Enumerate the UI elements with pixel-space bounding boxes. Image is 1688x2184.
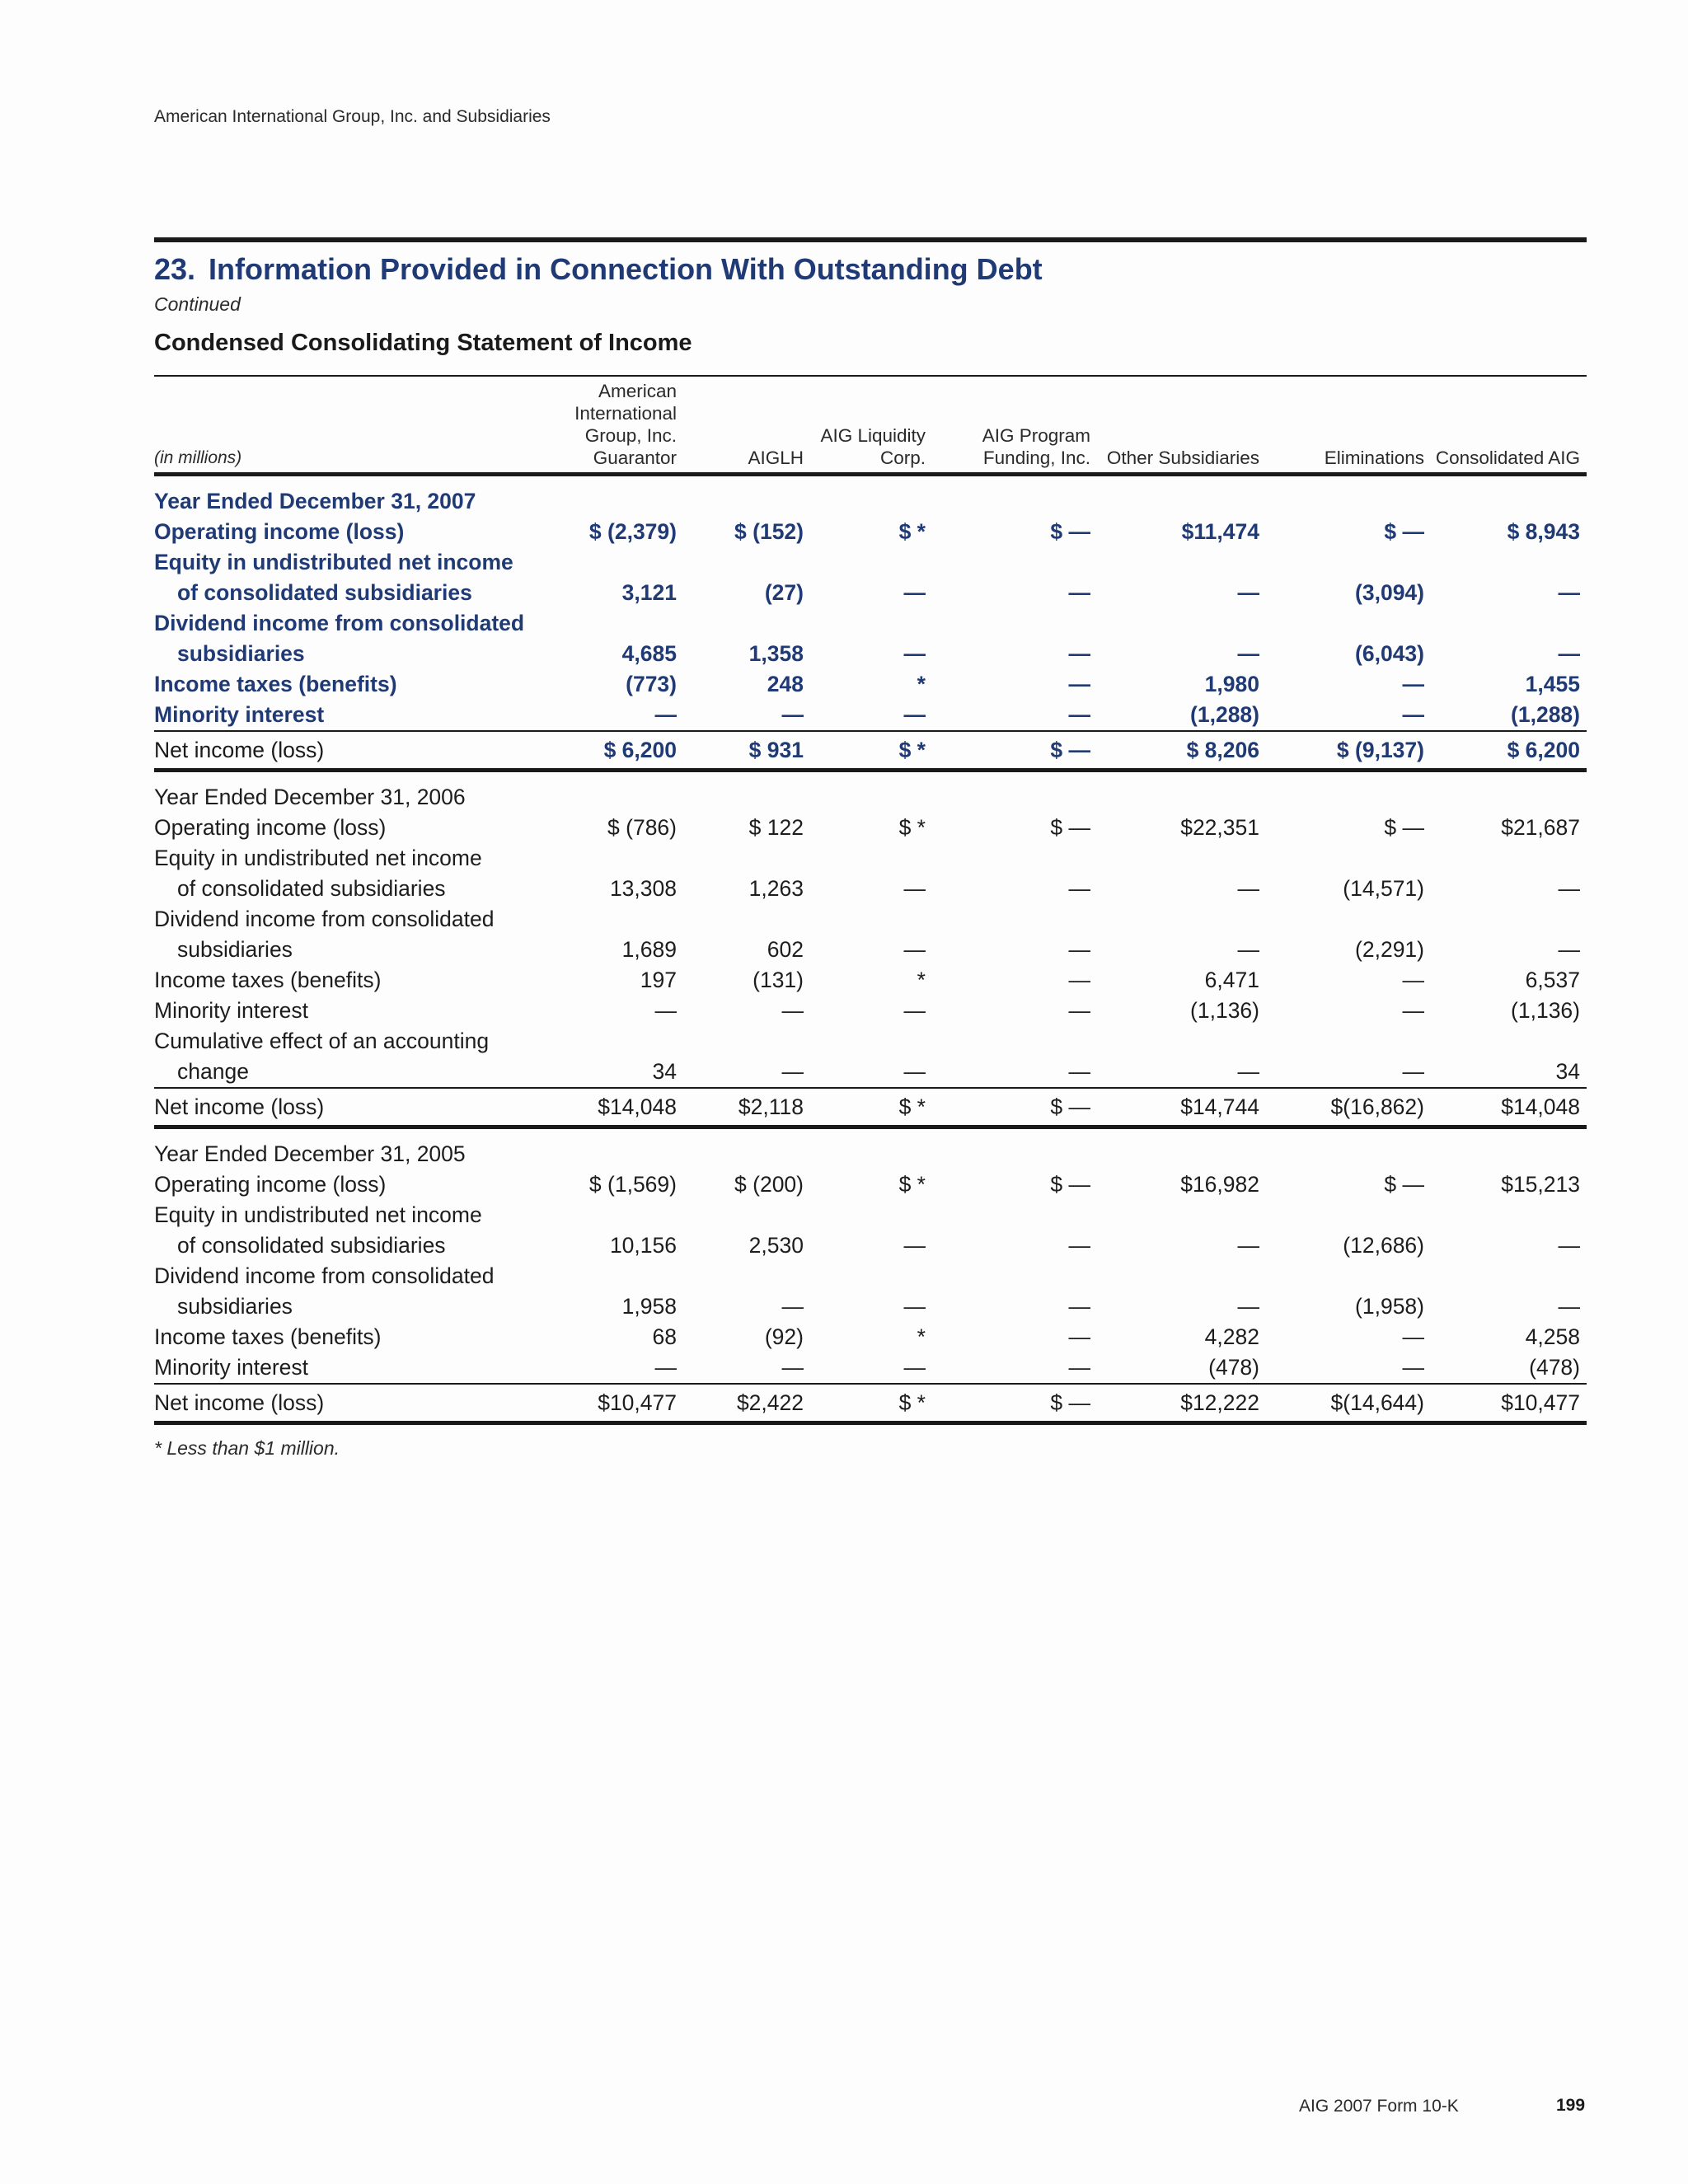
footer-form-label: AIG 2007 Form 10-K xyxy=(1299,2097,1459,2116)
table-row xyxy=(154,1352,1587,1384)
value-cell: $10,477 xyxy=(1431,1384,1587,1423)
row-label: Income taxes (benefits) xyxy=(154,968,382,992)
value-cell: 1,958 xyxy=(621,1294,677,1319)
table-row xyxy=(154,813,1587,843)
table-row xyxy=(154,996,1587,1026)
value-cell: $14,744 xyxy=(1097,1088,1266,1127)
value-cell xyxy=(932,1200,1097,1230)
column-header: Consolidated AIG xyxy=(1431,377,1587,475)
value-cell: $22,351 xyxy=(1180,815,1259,840)
row-label: Minority interest xyxy=(154,702,325,727)
value-cell xyxy=(932,1026,1097,1057)
value-cell: $ * xyxy=(898,519,926,544)
value-cell xyxy=(683,771,810,813)
value-cell: (1,288) xyxy=(1190,702,1259,727)
value-cell: 4,282 xyxy=(1204,1324,1259,1349)
value-cell: $14,048 xyxy=(1431,1088,1587,1127)
value-cell xyxy=(1266,1127,1431,1170)
value-cell: $ 122 xyxy=(748,815,804,840)
value-cell: 4,685 xyxy=(621,641,677,666)
value-cell: — xyxy=(1402,968,1424,992)
value-cell: 1,358 xyxy=(748,641,804,666)
value-cell: * xyxy=(917,672,926,696)
row-label: Net income (loss) xyxy=(154,1088,542,1127)
value-cell xyxy=(810,1200,932,1230)
value-cell: (1,136) xyxy=(1190,998,1259,1023)
value-cell xyxy=(1266,608,1431,639)
value-cell: $ 931 xyxy=(683,731,810,771)
table-row xyxy=(154,1230,1587,1261)
value-cell: — xyxy=(903,1059,926,1084)
value-cell: 34 xyxy=(652,1059,677,1084)
value-cell xyxy=(932,1261,1097,1291)
section-title-text: Information Provided in Connection With Outstanding Debt xyxy=(209,252,1043,286)
value-cell: 1,455 xyxy=(1525,672,1580,696)
value-cell: $ * xyxy=(898,1172,926,1197)
value-cell: — xyxy=(1558,876,1580,901)
value-cell xyxy=(1266,1026,1431,1057)
table-row xyxy=(154,669,1587,700)
value-cell: 1,263 xyxy=(748,876,804,901)
value-cell: (773) xyxy=(626,672,677,696)
value-cell: — xyxy=(1068,876,1090,901)
value-cell: $10,477 xyxy=(542,1384,683,1423)
value-cell: $ — xyxy=(1384,1172,1424,1197)
value-cell xyxy=(1266,475,1431,518)
value-cell: — xyxy=(1402,1324,1424,1349)
value-cell: (12,686) xyxy=(1343,1233,1424,1258)
table-row xyxy=(154,1261,1587,1291)
value-cell: $2,118 xyxy=(683,1088,810,1127)
value-cell: — xyxy=(1558,580,1580,605)
row-label: Equity in undistributed net income xyxy=(154,1202,482,1227)
row-label: Income taxes (benefits) xyxy=(154,1324,382,1349)
value-cell xyxy=(542,1127,683,1170)
value-cell xyxy=(1431,1127,1587,1170)
value-cell: — xyxy=(781,702,804,727)
value-cell xyxy=(810,1127,932,1170)
value-cell xyxy=(1431,547,1587,578)
value-cell xyxy=(1266,547,1431,578)
value-cell xyxy=(683,547,810,578)
value-cell: (478) xyxy=(1529,1355,1580,1380)
value-cell: — xyxy=(1068,580,1090,605)
value-cell xyxy=(932,547,1097,578)
value-cell xyxy=(810,904,932,935)
value-cell: 197 xyxy=(640,968,677,992)
value-cell: 1,980 xyxy=(1204,672,1259,696)
value-cell xyxy=(1097,608,1266,639)
value-cell xyxy=(683,475,810,518)
row-label: Income taxes (benefits) xyxy=(154,672,397,696)
table-row xyxy=(154,1169,1587,1200)
value-cell xyxy=(683,1026,810,1057)
value-cell: (92) xyxy=(764,1324,804,1349)
value-cell: $ (786) xyxy=(607,815,677,840)
value-cell: 6,471 xyxy=(1204,968,1259,992)
value-cell: $(14,644) xyxy=(1266,1384,1431,1423)
value-cell: — xyxy=(1558,641,1580,666)
row-label: subsidiaries xyxy=(177,641,305,666)
row-label: of consolidated subsidiaries xyxy=(177,876,446,901)
value-cell: — xyxy=(654,998,677,1023)
value-cell xyxy=(1097,547,1266,578)
value-cell xyxy=(683,904,810,935)
value-cell: — xyxy=(903,876,926,901)
value-cell xyxy=(1431,608,1587,639)
page-number: 199 xyxy=(1556,2096,1586,2115)
value-cell: $14,048 xyxy=(542,1088,683,1127)
value-cell xyxy=(542,608,683,639)
value-cell: — xyxy=(1068,1324,1090,1349)
table-row xyxy=(154,904,1587,935)
value-cell xyxy=(542,547,683,578)
value-cell: $ (1,569) xyxy=(588,1172,677,1197)
value-cell xyxy=(1097,1127,1266,1170)
table-row xyxy=(154,517,1587,547)
value-cell: — xyxy=(1068,998,1090,1023)
units-label: (in millions) xyxy=(154,377,542,475)
value-cell: $15,213 xyxy=(1501,1172,1580,1197)
value-cell: — xyxy=(903,998,926,1023)
value-cell: — xyxy=(903,1233,926,1258)
value-cell: — xyxy=(781,1294,804,1319)
value-cell: $16,982 xyxy=(1180,1172,1259,1197)
value-cell: — xyxy=(903,702,926,727)
value-cell: — xyxy=(903,580,926,605)
row-label: Cumulative effect of an accounting xyxy=(154,1029,490,1053)
column-header: American International Group, Inc. Guarantor xyxy=(542,377,683,475)
value-cell: $ * xyxy=(810,731,932,771)
value-cell xyxy=(542,843,683,874)
value-cell xyxy=(1097,1200,1266,1230)
value-cell xyxy=(810,547,932,578)
section-rule xyxy=(154,237,1587,242)
section-title xyxy=(154,252,1043,287)
value-cell: 1,689 xyxy=(621,937,677,962)
value-cell: $ 8,206 xyxy=(1097,731,1266,771)
value-cell: 13,308 xyxy=(609,876,677,901)
value-cell: * xyxy=(917,1324,926,1349)
table-row xyxy=(154,1291,1587,1322)
value-cell xyxy=(1097,843,1266,874)
row-label: Net income (loss) xyxy=(154,1384,542,1423)
value-cell xyxy=(1431,475,1587,518)
table-row xyxy=(154,547,1587,578)
value-cell: — xyxy=(903,937,926,962)
value-cell xyxy=(1431,1261,1587,1291)
row-label: Minority interest xyxy=(154,998,309,1023)
value-cell: 2,530 xyxy=(748,1233,804,1258)
statement-title: Condensed Consolidating Statement of Income xyxy=(154,330,692,356)
value-cell: — xyxy=(1068,968,1090,992)
income-statement-table xyxy=(154,377,1587,1425)
value-cell: $ * xyxy=(810,1088,932,1127)
row-label: Net income (loss) xyxy=(154,731,542,771)
value-cell: — xyxy=(781,998,804,1023)
table-row xyxy=(154,965,1587,996)
value-cell: (131) xyxy=(753,968,804,992)
value-cell: — xyxy=(1068,641,1090,666)
value-cell: — xyxy=(1237,641,1259,666)
value-cell: (14,571) xyxy=(1343,876,1424,901)
value-cell: — xyxy=(1402,998,1424,1023)
value-cell: — xyxy=(1402,672,1424,696)
value-cell: (27) xyxy=(764,580,804,605)
value-cell: $ (2,379) xyxy=(588,519,677,544)
table-row xyxy=(154,1200,1587,1230)
value-cell xyxy=(683,1261,810,1291)
value-cell: — xyxy=(1068,1355,1090,1380)
value-cell xyxy=(932,843,1097,874)
value-cell: $ * xyxy=(810,1384,932,1423)
table-row xyxy=(154,1057,1587,1088)
income-statement-table-wrapper xyxy=(154,375,1587,1425)
value-cell: — xyxy=(1237,1233,1259,1258)
value-cell: 10,156 xyxy=(609,1233,677,1258)
value-cell: $12,222 xyxy=(1097,1384,1266,1423)
value-cell: (478) xyxy=(1208,1355,1259,1380)
value-cell xyxy=(1431,771,1587,813)
value-cell xyxy=(1097,771,1266,813)
value-cell xyxy=(932,771,1097,813)
table-row xyxy=(154,700,1587,731)
value-cell: $ * xyxy=(898,815,926,840)
value-cell xyxy=(1097,904,1266,935)
value-cell: — xyxy=(781,1355,804,1380)
row-label: Equity in undistributed net income xyxy=(154,846,482,870)
value-cell xyxy=(542,771,683,813)
value-cell: 6,537 xyxy=(1525,968,1580,992)
value-cell: — xyxy=(1237,876,1259,901)
value-cell: $21,687 xyxy=(1501,815,1580,840)
row-label: Minority interest xyxy=(154,1355,309,1380)
value-cell: $ (152) xyxy=(734,519,804,544)
value-cell xyxy=(810,608,932,639)
value-cell: — xyxy=(1237,1059,1259,1084)
value-cell: (6,043) xyxy=(1355,641,1424,666)
value-cell xyxy=(542,475,683,518)
row-label: Dividend income from consolidated xyxy=(154,1263,495,1288)
value-cell xyxy=(683,1200,810,1230)
row-label: Equity in undistributed net income xyxy=(154,550,513,574)
value-cell xyxy=(683,843,810,874)
year-heading-row xyxy=(154,771,1587,813)
value-cell xyxy=(810,771,932,813)
table-row xyxy=(154,1322,1587,1352)
value-cell xyxy=(1431,904,1587,935)
value-cell: 34 xyxy=(1555,1059,1580,1084)
value-cell xyxy=(1431,1026,1587,1057)
value-cell: 248 xyxy=(767,672,804,696)
value-cell: $ — xyxy=(932,1088,1097,1127)
value-cell xyxy=(1266,1200,1431,1230)
row-label: change xyxy=(177,1059,249,1084)
column-header: Other Subsidiaries xyxy=(1097,377,1266,475)
value-cell xyxy=(1431,843,1587,874)
value-cell xyxy=(1431,1200,1587,1230)
value-cell: — xyxy=(1402,702,1424,727)
value-cell xyxy=(932,475,1097,518)
year-heading: Year Ended December 31, 2007 xyxy=(154,489,476,513)
value-cell: — xyxy=(781,1059,804,1084)
value-cell: $ 6,200 xyxy=(1431,731,1587,771)
footnote: * Less than $1 million. xyxy=(154,1437,340,1459)
row-label: Operating income (loss) xyxy=(154,519,405,544)
value-cell: — xyxy=(903,1355,926,1380)
column-header: AIG Program Funding, Inc. xyxy=(932,377,1097,475)
value-cell xyxy=(1266,1261,1431,1291)
row-label: of consolidated subsidiaries xyxy=(177,1233,446,1258)
value-cell: — xyxy=(1558,1233,1580,1258)
value-cell: (2,291) xyxy=(1355,937,1424,962)
value-cell xyxy=(1097,1261,1266,1291)
value-cell: — xyxy=(1068,702,1090,727)
table-body xyxy=(154,475,1587,1423)
value-cell: — xyxy=(1237,1294,1259,1319)
value-cell xyxy=(810,1261,932,1291)
year-heading-row xyxy=(154,1127,1587,1170)
value-cell xyxy=(810,843,932,874)
value-cell: $ (200) xyxy=(734,1172,804,1197)
value-cell xyxy=(1097,1026,1266,1057)
value-cell: — xyxy=(654,702,677,727)
section-number: 23. xyxy=(154,252,196,286)
value-cell: 602 xyxy=(767,937,804,962)
value-cell: $ — xyxy=(1050,519,1090,544)
value-cell: — xyxy=(1237,580,1259,605)
row-label: of consolidated subsidiaries xyxy=(177,580,472,605)
value-cell xyxy=(1266,843,1431,874)
value-cell: $ 6,200 xyxy=(542,731,683,771)
value-cell: (1,288) xyxy=(1511,702,1580,727)
value-cell: $(16,862) xyxy=(1266,1088,1431,1127)
row-label: Dividend income from consolidated xyxy=(154,611,525,635)
value-cell xyxy=(932,904,1097,935)
value-cell: $ (9,137) xyxy=(1266,731,1431,771)
table-row xyxy=(154,639,1587,669)
value-cell: $ — xyxy=(1384,519,1424,544)
table-row xyxy=(154,578,1587,608)
value-cell xyxy=(932,608,1097,639)
value-cell xyxy=(1097,475,1266,518)
value-cell: — xyxy=(903,1294,926,1319)
value-cell: — xyxy=(654,1355,677,1380)
row-label: Dividend income from consolidated xyxy=(154,907,495,931)
value-cell: — xyxy=(1068,937,1090,962)
column-header: AIGLH xyxy=(683,377,810,475)
value-cell: — xyxy=(1237,937,1259,962)
row-label: Operating income (loss) xyxy=(154,1172,387,1197)
value-cell xyxy=(542,1026,683,1057)
net-income-row xyxy=(154,1384,1587,1423)
value-cell: $ — xyxy=(1384,815,1424,840)
value-cell: $ 8,943 xyxy=(1507,519,1580,544)
value-cell: — xyxy=(1068,1059,1090,1084)
value-cell: * xyxy=(917,968,926,992)
table-row xyxy=(154,1026,1587,1057)
net-income-row xyxy=(154,1088,1587,1127)
table-row xyxy=(154,608,1587,639)
value-cell: $11,474 xyxy=(1181,519,1259,544)
value-cell: $ — xyxy=(1050,815,1090,840)
value-cell xyxy=(1266,771,1431,813)
column-header: AIG Liquidity Corp. xyxy=(810,377,932,475)
value-cell xyxy=(683,608,810,639)
row-label: Operating income (loss) xyxy=(154,815,387,840)
value-cell xyxy=(683,1127,810,1170)
table-row xyxy=(154,935,1587,965)
value-cell: $ — xyxy=(1050,1172,1090,1197)
continued-label: Continued xyxy=(154,293,241,315)
value-cell: — xyxy=(1558,1294,1580,1319)
value-cell: 68 xyxy=(652,1324,677,1349)
value-cell: — xyxy=(1068,672,1090,696)
value-cell: — xyxy=(1558,937,1580,962)
value-cell: $2,422 xyxy=(683,1384,810,1423)
table-row xyxy=(154,874,1587,904)
table-row xyxy=(154,843,1587,874)
value-cell: 3,121 xyxy=(621,580,677,605)
value-cell xyxy=(1266,904,1431,935)
value-cell: (1,136) xyxy=(1511,998,1580,1023)
value-cell xyxy=(542,1200,683,1230)
value-cell xyxy=(810,475,932,518)
net-income-row xyxy=(154,731,1587,771)
value-cell: 4,258 xyxy=(1525,1324,1580,1349)
column-header: Eliminations xyxy=(1266,377,1431,475)
value-cell: — xyxy=(1068,1233,1090,1258)
value-cell xyxy=(932,1127,1097,1170)
value-cell: — xyxy=(1068,1294,1090,1319)
running-header: American International Group, Inc. and Subsidiaries xyxy=(154,107,551,126)
value-cell xyxy=(542,1261,683,1291)
value-cell: $ — xyxy=(932,731,1097,771)
value-cell: $ — xyxy=(932,1384,1097,1423)
value-cell: — xyxy=(903,641,926,666)
value-cell xyxy=(542,904,683,935)
value-cell: — xyxy=(1402,1355,1424,1380)
column-header-row xyxy=(154,377,1587,475)
value-cell: — xyxy=(1402,1059,1424,1084)
row-label: subsidiaries xyxy=(177,937,293,962)
year-heading: Year Ended December 31, 2005 xyxy=(154,1141,466,1166)
value-cell xyxy=(810,1026,932,1057)
row-label: subsidiaries xyxy=(177,1294,293,1319)
value-cell: (1,958) xyxy=(1355,1294,1424,1319)
value-cell: (3,094) xyxy=(1355,580,1424,605)
year-heading-row xyxy=(154,475,1587,518)
year-heading: Year Ended December 31, 2006 xyxy=(154,785,466,809)
